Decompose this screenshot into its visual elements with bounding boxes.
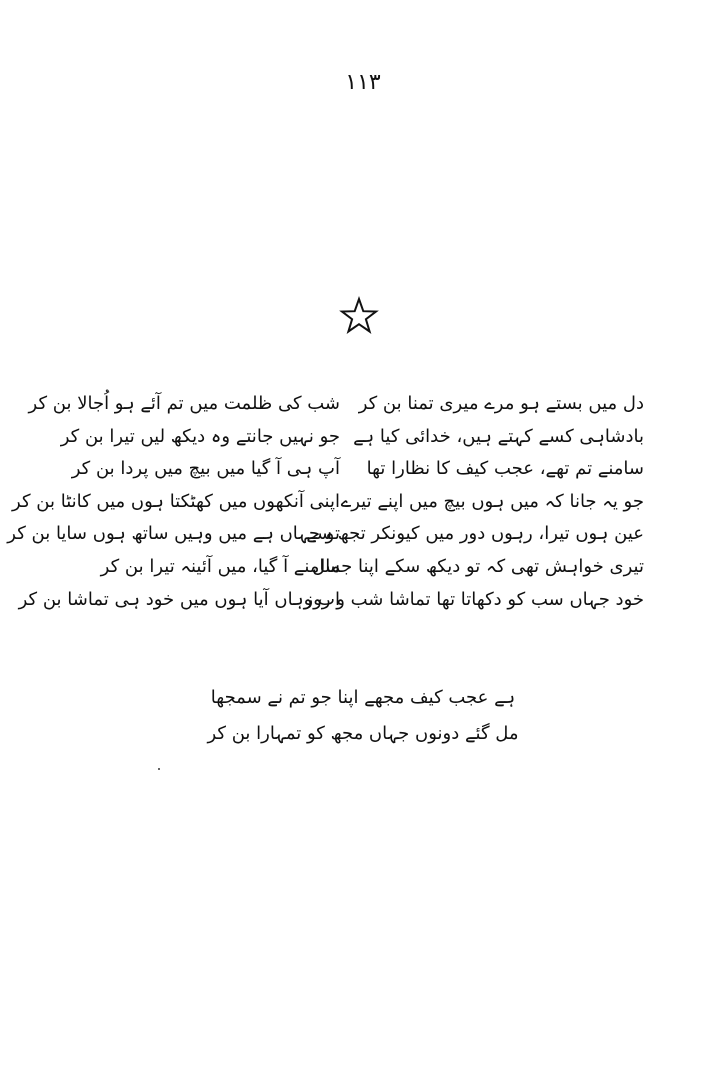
- star-outline-icon: [339, 296, 379, 336]
- page-number: ۱۱۳: [345, 70, 381, 95]
- closing-line: مل گئے دونوں جہاں مجھ کو تمہارا بن کر: [207, 723, 519, 744]
- verse-line: تیری خواہش تھی کہ تو دیکھ سکے اپنا جمال: [312, 555, 644, 577]
- verse-line: جو یہ جانا کہ میں ہوں بیچ میں اپنے تیرے: [340, 490, 644, 512]
- verse-line: دل میں بستے ہو مرے میری تمنا بن کر: [358, 393, 644, 414]
- verse-line: اب وہاں آیا ہوں میں خود ہی تماشا بن کر: [18, 588, 340, 610]
- poem-right-column: [304, 388, 644, 616]
- verse-line: بادشاہی کسے کہتے ہیں، خدائی کیا ہے: [353, 425, 644, 447]
- closing-couplet: [0, 680, 726, 752]
- verse-line: سامنے آ گیا، میں آئینہ تیرا بن کر: [100, 555, 340, 577]
- verse-line: عین ہوں تیرا، رہوں دور میں کیونکر تجھ سے: [306, 523, 644, 545]
- verse-line: تو جہاں ہے میں وہیں ساتھ ہوں سایا بن کر: [7, 523, 340, 545]
- closing-line: ہے عجب کیف مجھے اپنا جو تم نے سمجھا: [210, 687, 516, 708]
- verse-line: آپ ہی آ گیا میں بیچ میں پردا بن کر: [71, 458, 340, 480]
- ink-speck: [158, 768, 160, 770]
- verse-line: سامنے تم تھے، عجب کیف کا نظارا تھا: [366, 458, 644, 480]
- poem-left-column: [7, 388, 340, 616]
- verse-line: خود جہاں سب کو دکھاتا تھا تماشا شب و روز: [304, 588, 644, 610]
- verse-line: اپنی آنکھوں میں کھٹکتا ہوں میں کانٹا بن کر: [12, 490, 340, 512]
- verse-line: شب کی ظلمت میں تم آئے ہو اُجالا بن کر: [28, 393, 340, 414]
- verse-line: جو نہیں جانتے وہ دیکھ لیں تیرا بن کر: [60, 425, 340, 447]
